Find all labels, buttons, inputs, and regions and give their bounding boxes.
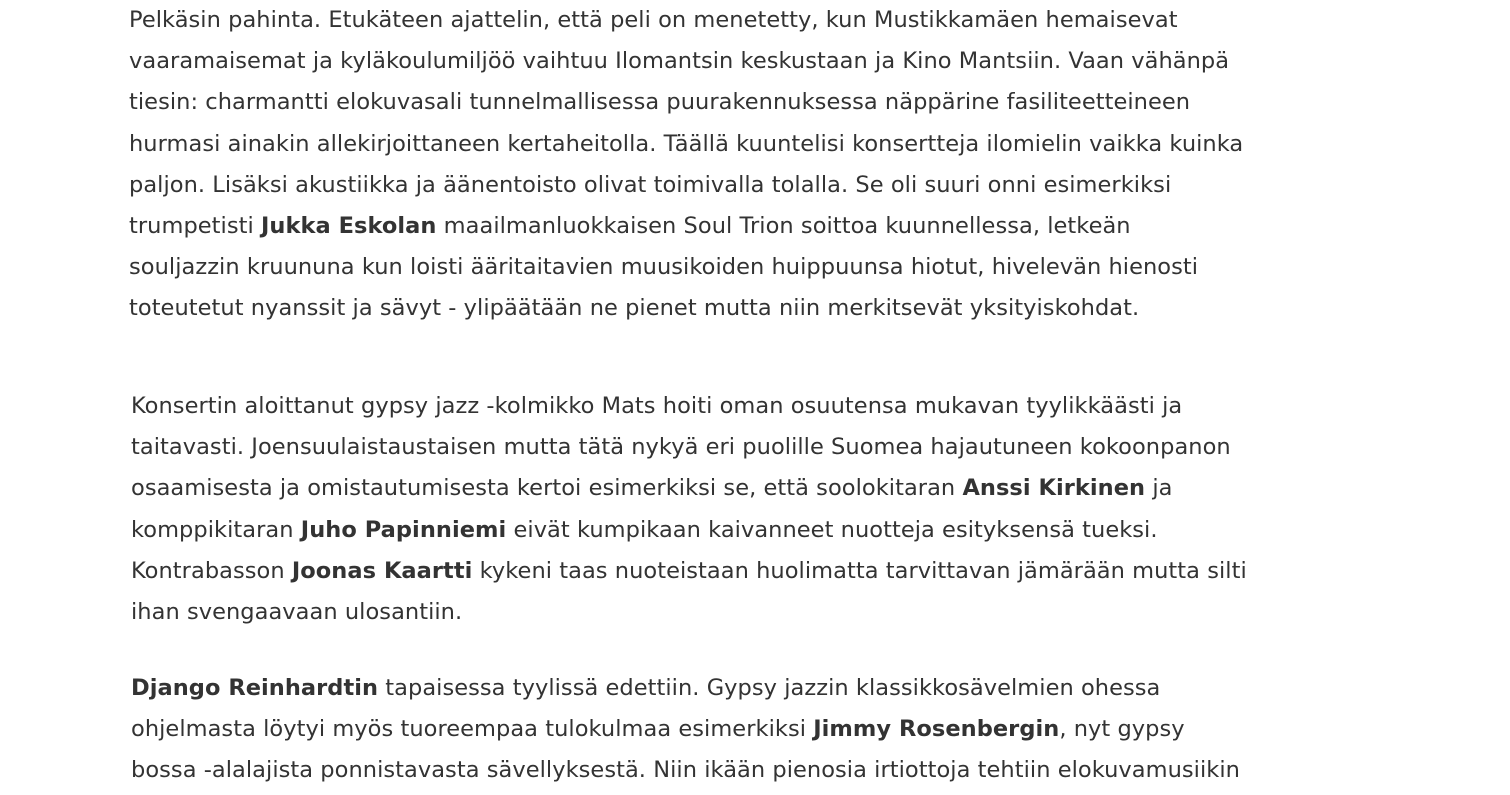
text-run: komppikitaran — [131, 516, 301, 543]
text-line — [129, 41, 1243, 82]
text-line — [129, 288, 1243, 329]
text-run: maailmanluokkaisen Soul Trion soittoa kuunnellessa, letkeän — [436, 213, 1131, 240]
text-line — [131, 386, 1247, 427]
bold-name: Django Reinhardtin — [131, 675, 379, 701]
text-line — [131, 468, 1247, 509]
bold-name: Anssi Kirkinen — [962, 475, 1146, 502]
text-line — [129, 82, 1243, 123]
paragraph-django-style — [131, 668, 1240, 792]
paragraph-mats-trio — [131, 386, 1247, 633]
text-run: eivät kumpikaan kaivanneet nuotteja esityksensä tueksi. — [506, 516, 1158, 543]
text-line — [131, 510, 1247, 551]
text-line — [131, 750, 1240, 791]
bold-name: Juho Papinniemi — [300, 516, 507, 543]
text-run: taitavasti. Joensuulaistaustaisen mutta tätä nykyä eri puolille Suomea hajautuneen kokoonpanon — [131, 434, 1231, 461]
text-run: vaaramaisemat ja kyläkoulumiljöö vaihtuu Ilomantsin keskustaan ja Kino Mantsiin. Vaan vähänpä — [129, 48, 1230, 75]
text-run: hurmasi ainakin allekirjoittaneen kertaheitolla. Täällä kuuntelisi konsertteja ilomielin vaikka kuinka — [129, 130, 1244, 157]
text-run: Kontrabasson — [131, 557, 292, 584]
text-line — [129, 247, 1243, 288]
text-run: toteutetut nyanssit ja sävyt - ylipäätään ne pienet mutta niin merkitsevät yksityiskohdat. — [129, 295, 1140, 322]
text-run: tapaisessa tyylissä edettiin. Gypsy jazzin klassikkosävelmien ohessa — [378, 675, 1161, 701]
text-run: bossa -alalajista ponnistavasta sävellyksestä. Niin ikään pienosia irtiottoja tehtiin elokuvamusiikin — [131, 757, 1240, 784]
text-run: tiesin: charmantti elokuvasali tunnelmallisessa puurakennuksessa näppärine fasiliteetteineen — [129, 89, 1191, 116]
text-run: paljon. Lisäksi akustiikka ja äänentoisto olivat toimivalla tolalla. Se oli suuri onni esimerkiksi — [129, 171, 1172, 198]
text-run: souljazzin kruununa kun loisti ääritaitavien muusikoiden huippuunsa hiotut, hivelevän hienosti — [129, 254, 1199, 281]
text-line — [129, 124, 1243, 165]
text-run: ohjelmasta löytyi myös tuoreempaa tulokulmaa esimerkiksi — [131, 716, 814, 743]
text-run: Pelkäsin pahinta. Etukäteen ajattelin, että peli on menetetty, kun Mustikkamäen hemaisevat — [129, 7, 1178, 33]
text-line — [131, 551, 1247, 592]
bold-name: Joonas Kaartti — [291, 557, 473, 584]
text-line — [129, 206, 1243, 247]
text-line — [131, 427, 1247, 468]
text-line — [129, 0, 1243, 41]
bold-name: Jimmy Rosenbergin — [813, 716, 1060, 743]
text-line — [131, 592, 1247, 633]
text-line — [131, 668, 1240, 709]
paragraph-kino-mantsi — [129, 0, 1243, 330]
text-line — [131, 709, 1240, 750]
text-run: , nyt gypsy — [1059, 716, 1185, 743]
bold-name: Jukka Eskolan — [261, 213, 437, 240]
text-run: ja — [1145, 475, 1173, 502]
text-run: trumpetisti — [129, 213, 261, 240]
text-run: Konsertin aloittanut gypsy jazz -kolmikko Mats hoiti oman osuutensa mukavan tyylikkäästi ja — [131, 393, 1183, 419]
text-run: ihan svengaavaan ulosantiin. — [131, 599, 463, 626]
text-run: osaamisesta ja omistautumisesta kertoi esimerkiksi se, että soolokitaran — [131, 475, 963, 502]
text-line — [129, 165, 1243, 206]
text-run: kykeni taas nuoteistaan huolimatta tarvittavan jämärään mutta silti — [472, 557, 1247, 584]
